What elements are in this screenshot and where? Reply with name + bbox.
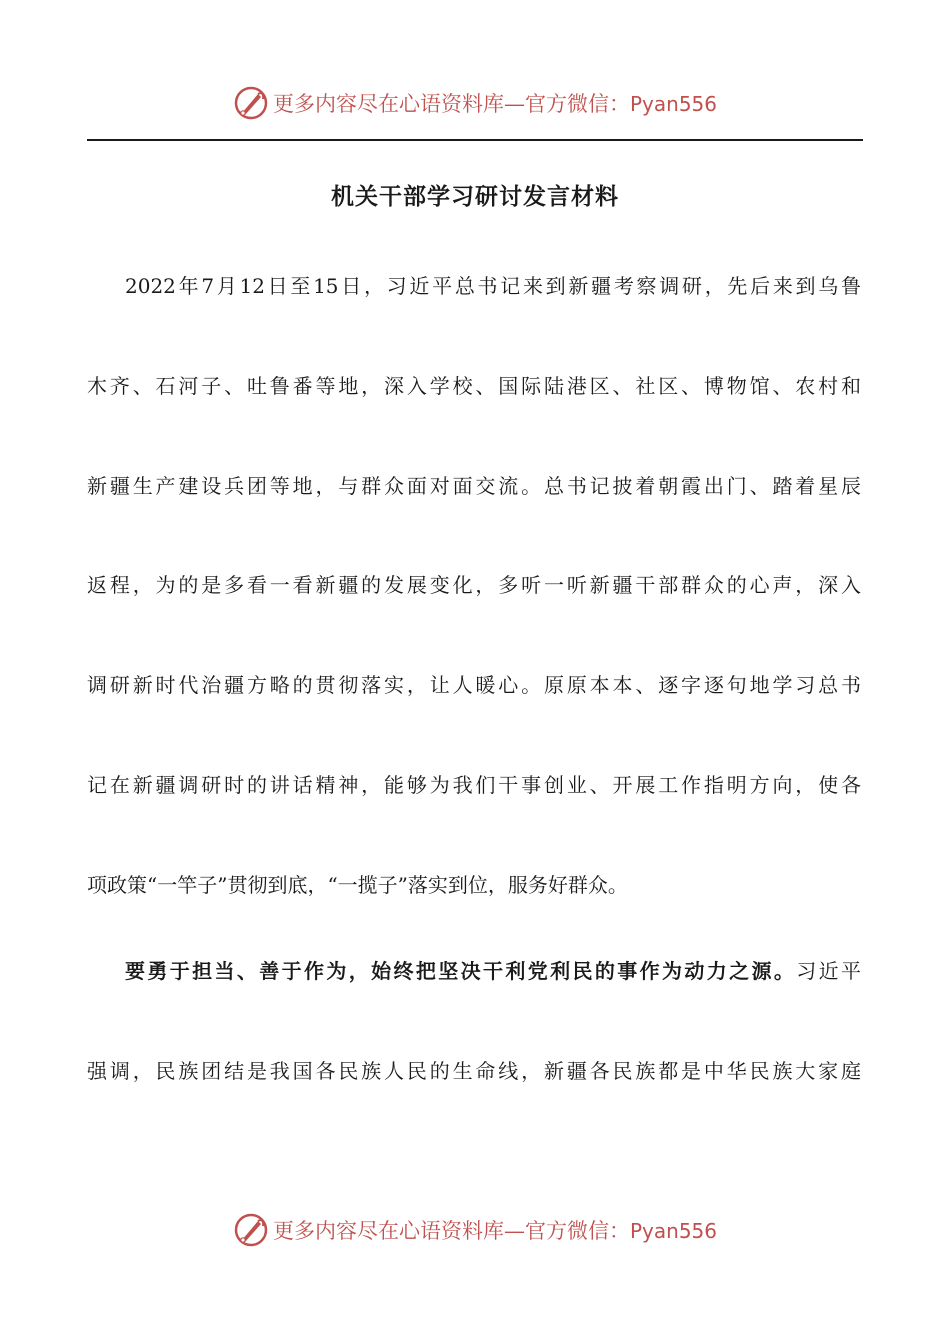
watermark-text: 更多内容尽在心语资料库—官方微信：Pyan556 — [272, 1219, 717, 1243]
footer-watermark — [0, 1210, 950, 1250]
paragraph-2-line-2: 强调，民族团结是我国各民族人民的生命线，新疆各民族都是中华民族大家庭 — [87, 1059, 861, 1083]
paragraph-1-line-3: 新疆生产建设兵团等地，与群众面对面交流。总书记披着朝霞出门、踏着星辰 — [87, 474, 861, 498]
paragraph-1-line-2: 木齐、石河子、吐鲁番等地，深入学校、国际陆港区、社区、博物馆、农村和 — [87, 374, 861, 398]
paragraph-1-line-6: 记在新疆调研时的讲话精神，能够为我们干事创业、开展工作指明方向，使各 — [87, 773, 861, 797]
quill-pen-logo-icon — [233, 85, 269, 121]
header-divider — [87, 139, 863, 141]
paragraph-2-bold-lead: 要勇于担当、善于作为，始终把坚决干利党利民的事作为动力之源。 — [125, 959, 797, 983]
paragraph-1-line-1: 2022年7月12日至15日，习近平总书记来到新疆考察调研，先后来到乌鲁 — [125, 274, 861, 298]
quill-pen-logo-icon — [233, 1212, 269, 1248]
paragraph-2-line-1-rest: 习近平 — [796, 959, 861, 983]
paragraph-1-line-4: 返程，为的是多看一看新疆的发展变化，多听一听新疆干部群众的心声，深入 — [87, 573, 861, 597]
watermark-account: Pyan556 — [629, 1219, 717, 1243]
document-title: 机关干部学习研讨发言材料 — [331, 183, 619, 210]
watermark-account: Pyan556 — [629, 92, 717, 116]
paragraph-1-line-7: 项政策“一竿子”贯彻到底，“一揽子”落实到位，服务好群众。 — [87, 873, 628, 897]
paragraph-2-line-1 — [125, 956, 861, 986]
watermark-text: 更多内容尽在心语资料库—官方微信：Pyan556 — [272, 92, 717, 116]
header-watermark — [0, 83, 950, 123]
paragraph-1-line-5: 调研新时代治疆方略的贯彻落实，让人暖心。原原本本、逐字逐句地学习总书 — [87, 673, 861, 697]
